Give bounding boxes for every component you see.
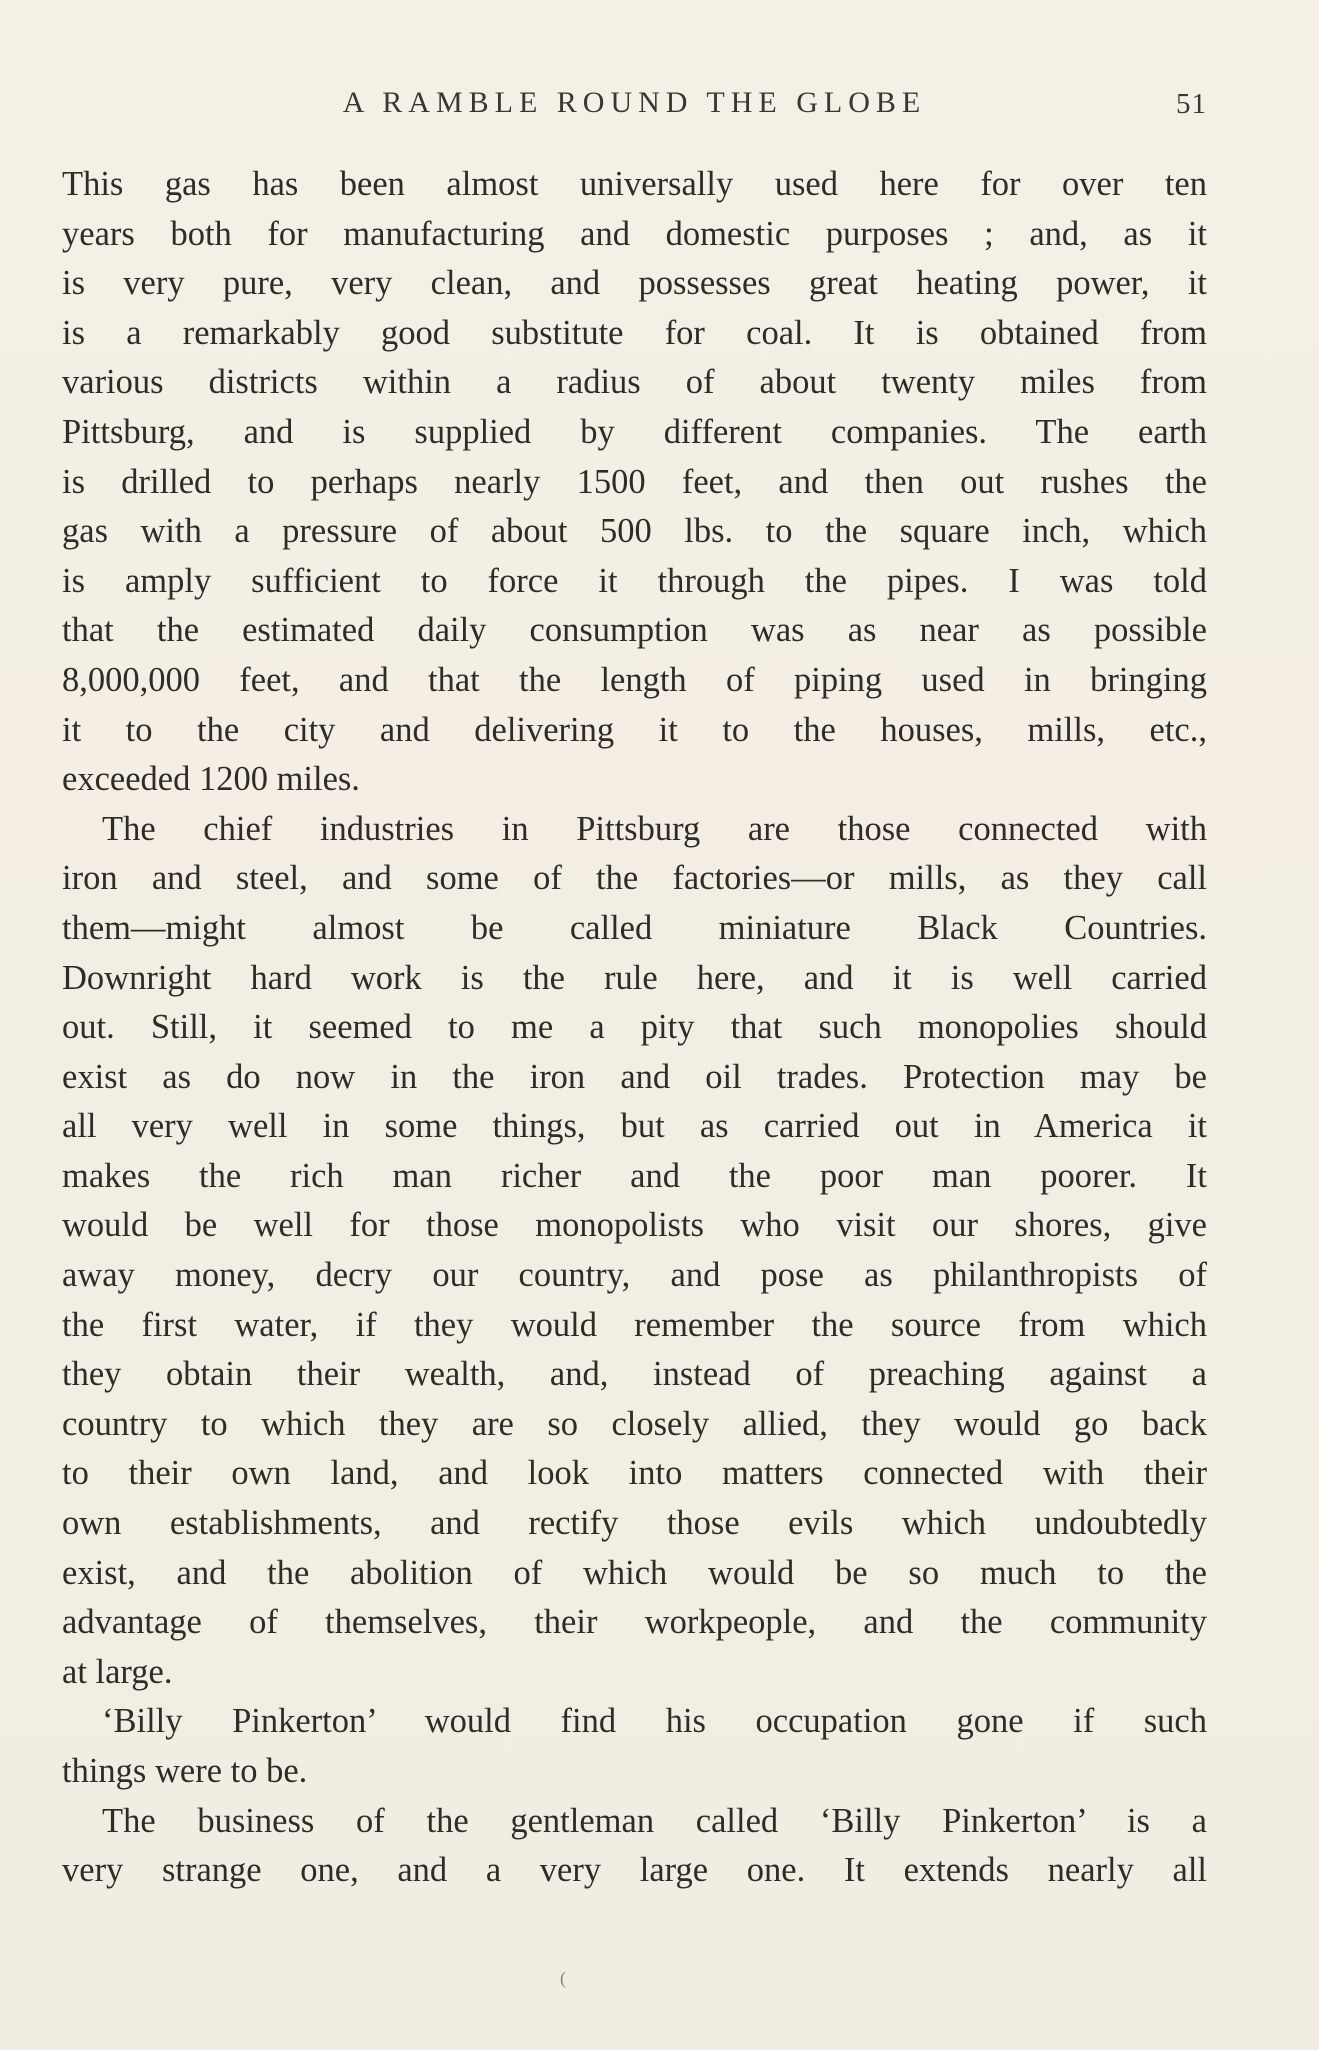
text-line: out. Still, it seemed to me a pity that such monopolies should [62,1008,1207,1047]
text-line: Pittsburg, and is supplied by different companies. The earth [62,412,1207,451]
text-line: The business of the gentleman called ‘Billy Pinkerton’ is a [102,1801,1207,1840]
text-line: them—might almost be called miniature Black Countries. [62,908,1207,947]
paragraph [62,1697,1207,1796]
page-number: 51 [1176,88,1207,120]
text-line: is drilled to perhaps nearly 1500 feet, and then out rushes the [62,462,1207,501]
paragraph [62,805,1207,1698]
text-line: 8,000,000 feet, and that the length of piping used in bringing [62,660,1207,699]
text-line: own establishments, and rectify those evils which undoubtedly [62,1504,1207,1543]
text-line: exist, and the abolition of which would be so much to the [62,1553,1207,1592]
footer-mark: ( [560,1968,566,1988]
text-line: is very pure, very clean, and possesses great heating power, it [62,264,1207,303]
paragraph [62,160,1207,805]
text-line: various districts within a radius of about twenty miles from [62,363,1207,402]
text-line: Downright hard work is the rule here, and it is well carried [62,958,1207,997]
text-line: would be well for those monopolists who visit our shores, give [62,1206,1207,1245]
text-line: the first water, if they would remember the source from which [62,1305,1207,1344]
paragraph [62,1797,1207,1896]
running-head [62,86,1207,126]
running-title: A RAMBLE ROUND THE GLOBE [342,86,927,119]
text-line: all very well in some things, but as carried out in America it [62,1107,1207,1146]
text-line: at large. [62,1652,173,1691]
text-line: years both for manufacturing and domestic purposes ; and, as it [62,214,1207,253]
text-line: things were to be. [62,1752,308,1790]
text-line: The chief industries in Pittsburg are those connected with [102,809,1207,848]
text-line: away money, decry our country, and pose as philanthropists of [62,1256,1207,1295]
text-line: it to the city and delivering it to the houses, mills, etc., [62,710,1207,749]
text-line: to their own land, and look into matters connected with their [62,1454,1207,1493]
text-line: exist as do now in the iron and oil trades. Protection may be [62,1057,1207,1096]
text-line: iron and steel, and some of the factories—or mills, as they call [62,859,1207,898]
text-line: advantage of themselves, their workpeople, and the community [62,1603,1207,1642]
text-line: ‘Billy Pinkerton’ would find his occupation gone if such [102,1702,1207,1741]
body-text [62,160,1207,1896]
text-line: very strange one, and a very large one. It extends nearly all [62,1851,1207,1890]
text-line: is a remarkably good substitute for coal. It is obtained from [62,313,1207,352]
text-line: country to which they are so closely allied, they would go back [62,1404,1207,1443]
text-line: exceeded 1200 miles. [62,760,360,799]
text-line: they obtain their wealth, and, instead of preaching against a [62,1355,1207,1394]
text-line: This gas has been almost universally used here for over ten [62,165,1207,203]
text-line: that the estimated daily consumption was as near as possible [62,611,1207,650]
text-line: makes the rich man richer and the poor man poorer. It [62,1156,1207,1195]
text-line: is amply sufficient to force it through the pipes. I was told [62,561,1207,600]
text-line: gas with a pressure of about 500 lbs. to the square inch, which [62,512,1207,551]
